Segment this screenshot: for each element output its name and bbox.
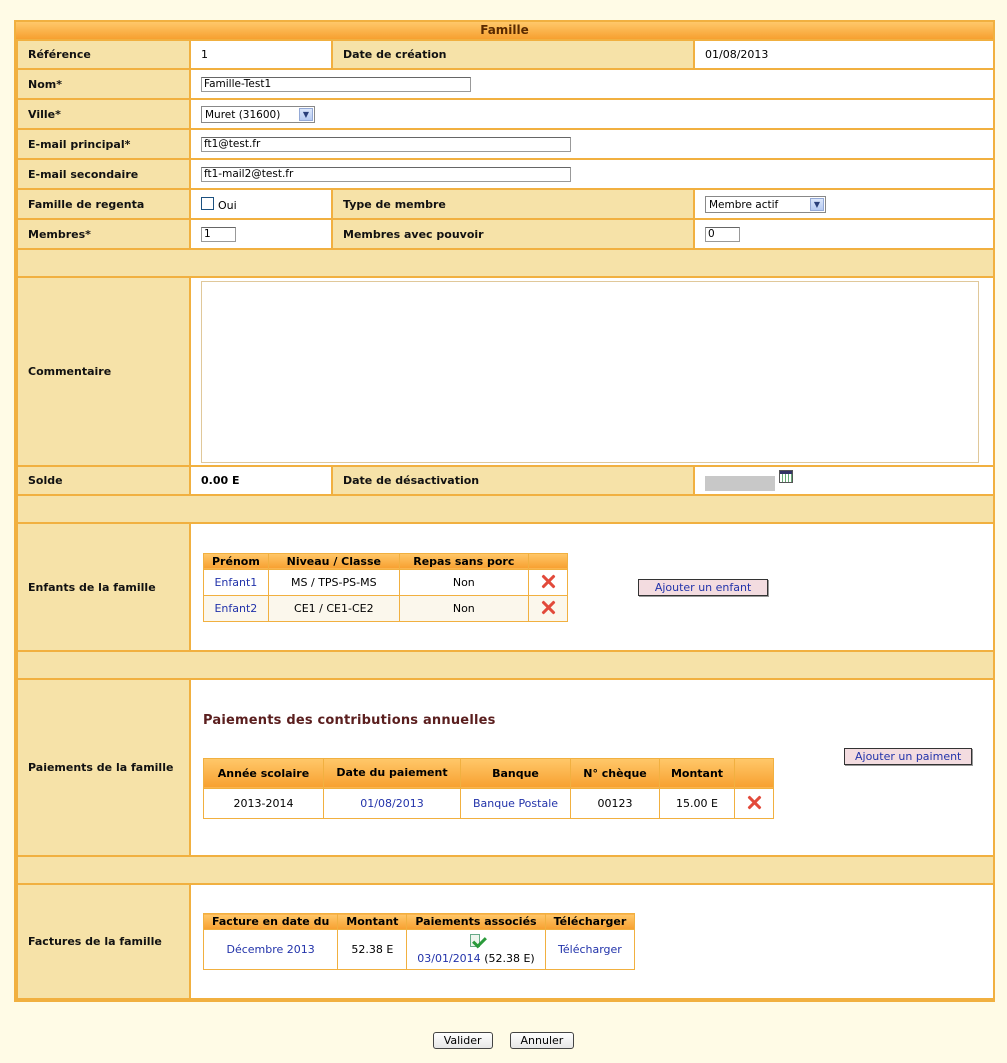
payments-label: Paiements de la famille	[17, 679, 190, 856]
deactivation-date-input[interactable]	[705, 476, 775, 491]
member-type-label: Type de membre	[332, 189, 694, 219]
regenta-checkbox[interactable]	[201, 197, 214, 210]
payments-heading: Paiements des contributions annuelles	[203, 712, 496, 728]
calendar-icon[interactable]	[779, 470, 793, 483]
spacer-row	[17, 495, 994, 523]
reference-label: Référence	[17, 40, 190, 69]
document-check-icon	[469, 934, 483, 948]
table-row	[204, 595, 269, 621]
pay-header-cheque: N° chèque	[571, 758, 660, 788]
reference-value: 1	[190, 40, 332, 69]
pay-date-link[interactable]: 01/08/2013	[360, 796, 424, 810]
member-type-select[interactable]	[705, 196, 826, 213]
children-header-level: Niveau / Classe	[268, 553, 399, 569]
pay-amount: 15.00 E	[660, 788, 735, 818]
email2-input[interactable]	[201, 167, 571, 182]
table-row	[204, 930, 635, 970]
form-title: Famille	[16, 22, 993, 39]
table-row	[204, 788, 774, 818]
regenta-label: Famille de regenta	[17, 189, 190, 219]
invoice-date-link[interactable]: Décembre 2013	[226, 943, 315, 956]
children-header-actions	[528, 553, 567, 569]
table-row	[204, 569, 269, 595]
pay-header-actions	[735, 758, 774, 788]
inv-header-download: Télécharger	[545, 914, 635, 930]
pay-header-bank: Banque	[461, 758, 571, 788]
email2-label: E-mail secondaire	[17, 159, 190, 189]
family-form	[14, 20, 995, 1002]
balance-label: Solde	[17, 466, 190, 495]
delete-icon[interactable]	[541, 574, 555, 588]
pay-header-amount: Montant	[660, 758, 735, 788]
child-pork: Non	[399, 595, 528, 621]
cancel-button[interactable]: Annuler	[510, 1032, 575, 1049]
comment-textarea[interactable]	[201, 281, 979, 463]
members-power-label: Membres avec pouvoir	[332, 219, 694, 249]
invoice-download-link[interactable]: Télécharger	[558, 943, 622, 956]
inv-header-payments: Paiements associés	[407, 914, 545, 930]
comment-label: Commentaire	[17, 277, 190, 466]
spacer-row	[17, 856, 994, 884]
form-actions	[0, 1032, 1007, 1049]
child-link[interactable]: Enfant1	[214, 575, 258, 589]
balance-value: 0.00 E	[190, 466, 332, 495]
child-link[interactable]: Enfant2	[214, 601, 258, 615]
invoice-amount: 52.38 E	[338, 930, 407, 970]
add-payment-button[interactable]: Ajouter un paiment	[844, 748, 972, 765]
child-level: CE1 / CE1-CE2	[268, 595, 399, 621]
pay-cheque: 00123	[571, 788, 660, 818]
pay-bank-link[interactable]: Banque Postale	[472, 796, 559, 810]
invoice-payment-amount: (52.38 E)	[484, 951, 535, 965]
email1-input[interactable]	[201, 137, 571, 152]
inv-header-amount: Montant	[338, 914, 407, 930]
members-label: Membres*	[17, 219, 190, 249]
delete-icon[interactable]	[747, 795, 761, 809]
name-label: Nom*	[17, 69, 190, 99]
payments-table	[203, 758, 774, 819]
invoice-payment-link[interactable]: 03/01/2014	[417, 951, 481, 965]
pay-year: 2013-2014	[204, 788, 324, 818]
invoices-label: Factures de la famille	[17, 884, 190, 999]
regenta-option: Oui	[218, 198, 237, 212]
pay-header-year: Année scolaire	[204, 758, 324, 788]
children-header-name: Prénom	[204, 553, 269, 569]
chevron-down-icon: ▼	[299, 108, 313, 121]
children-label: Enfants de la famille	[17, 523, 190, 651]
members-input[interactable]	[201, 227, 236, 242]
spacer-row	[17, 249, 994, 277]
city-select-value: Muret (31600)	[205, 108, 281, 121]
member-type-value: Membre actif	[709, 198, 779, 211]
pay-header-date: Date du paiement	[324, 758, 461, 788]
child-level: MS / TPS-PS-MS	[268, 569, 399, 595]
spacer-row	[17, 651, 994, 679]
city-label: Ville*	[17, 99, 190, 129]
children-table	[203, 553, 568, 622]
child-pork: Non	[399, 569, 528, 595]
chevron-down-icon: ▼	[810, 198, 824, 211]
children-header-pork: Repas sans porc	[399, 553, 528, 569]
deactivation-label: Date de désactivation	[332, 466, 694, 495]
name-input[interactable]	[201, 77, 471, 92]
validate-button[interactable]: Valider	[433, 1032, 493, 1049]
delete-icon[interactable]	[541, 600, 555, 614]
members-power-input[interactable]	[705, 227, 740, 242]
created-label: Date de création	[332, 40, 694, 69]
add-child-button[interactable]: Ajouter un enfant	[638, 579, 768, 596]
city-select[interactable]	[201, 106, 315, 123]
created-value: 01/08/2013	[694, 40, 994, 69]
invoices-table	[203, 913, 635, 970]
inv-header-date: Facture en date du	[204, 914, 338, 930]
family-table	[16, 39, 995, 1000]
email1-label: E-mail principal*	[17, 129, 190, 159]
